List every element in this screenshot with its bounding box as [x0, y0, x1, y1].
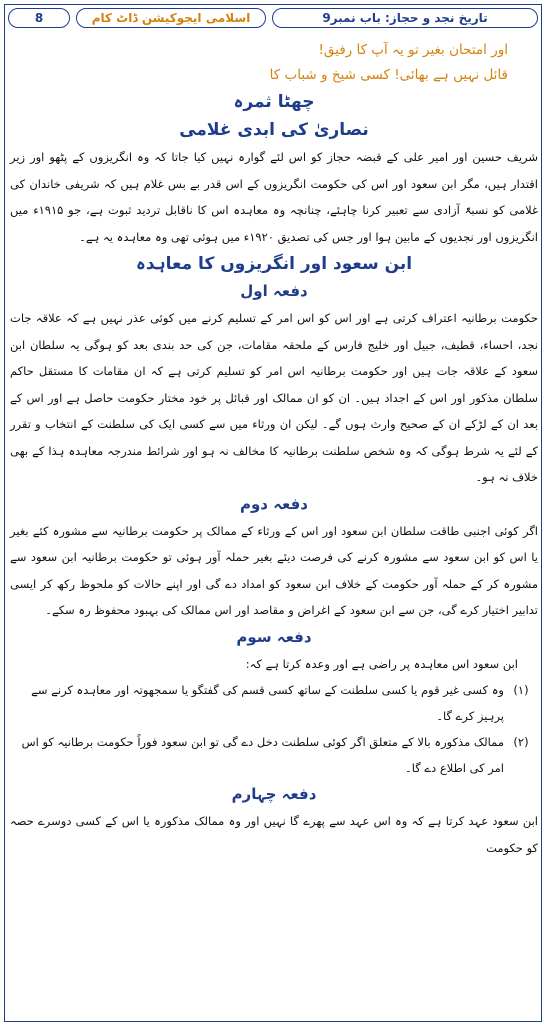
clause3-intro: ابن سعود اس معاہدہ پر راضی ہے اور وعدہ کرتا ہے کہ:	[245, 656, 518, 671]
site-name: اسلامی ایجوکیشن ڈاٹ کام	[76, 8, 266, 28]
clause4-paragraph: ابن سعود عہد کرتا ہے کہ وہ اس عہد سے پھرے گا نہیں اور وہ ممالک مذکورہ یا اس کے کسی دوسرے حصہ کو حکومت	[10, 814, 538, 855]
list-item	[10, 729, 538, 781]
page-header	[8, 8, 540, 30]
chapter-title: تاریخ نجد و حجاز: باب نمبر9	[272, 8, 538, 28]
treaty-heading: ابن سعود اور انگریزوں کا معاہدہ	[135, 254, 413, 274]
list-item-number: (۱)	[513, 683, 529, 697]
verse-line: اور امتحان بغیر تو یہ آپ کا رفیق!	[318, 42, 508, 58]
clause1-heading: دفعہ اول	[240, 282, 308, 300]
clause2-paragraph: اگر کوئی اجنبی طاقت سلطان ابن سعود اور اس کے ورثاء کے ممالک پر حکومت برطانیہ سے مشورہ کئے بغیر یا اس کو ابن سعود سے مشورہ کرنے کی فرصت دیئے بغیر حملہ آور ہوئی تو حکومت برطانیہ ابن سعود سے مشورہ کر کے حملہ آور حکومت کے خلاف ابن سعود کو امداد دے گی اور اپنے حالات کو ملحوظ رکھ کر ایسی تدابیر اختیار کرے گی، جن سے ابن سعود کے اغراض و مقاصد اور اس ممالک کی بہبود محفوظ رہ سکے۔	[10, 523, 538, 617]
page-content	[10, 38, 538, 861]
section-heading: چھٹا ثمرہ	[233, 92, 315, 112]
clause1-paragraph: حکومت برطانیہ اعتراف کرتی ہے اور اس کو اس امر کے تسلیم کرنے میں کوئی عذر نہیں ہے کہ علاقہ جات نجد، احساء، قطیف، جبیل اور خلیج فارس کے ملحقہ مقامات، جن کی حد بندی بعد کو ہوگی یہ سلطان ابن سعود کے علاقہ جات ہیں اور حکومت برطانیہ اس امر کو تسلیم کرتی ہے کہ ان مقامات کا مستقل حاکم سلطان مذکور اور اس کے اجداد ہیں۔ ان کو ان ممالک اور قبائل پر خود مختار حکومت حاصل ہے اور اس کے بعد ان کے لڑکے ان کے صحیح وارث ہوں گے۔ لیکن ان ورثاء میں سے کسی ایک کی سلطنت کے انتخاب و تقرر کے لئے یہ شرط ہوگی کہ وہ شخص سلطنت برطانیہ کا مخالف نہ ہو اور شرائط مندرجہ معاہدہ ہذا کے بھی خلاف نہ ہو۔	[10, 311, 538, 484]
verse-line: قائل نہیں ہے بھائی! کسی شیخ و شباب کا	[269, 67, 508, 83]
clause4-heading: دفعہ چہارم	[231, 785, 317, 803]
list-item-number: (۲)	[513, 735, 529, 749]
page-number: 8	[8, 8, 70, 28]
list-item-text: ممالک مذکورہ بالا کے متعلق اگر کوئی سلطنت دخل دے گی تو ابن سعود فوراً حکومت برطانیہ کو اس امر کی اطلاع دے گا۔	[21, 735, 504, 775]
section-subheading: نصاریٰ کی ابدی غلامی	[179, 120, 369, 140]
list-item-text: وہ کسی غیر قوم یا کسی سلطنت کے ساتھ کسی قسم کی گفتگو یا سمجھوتہ اور معاہدہ کرنے سے پرہیز کرے گا۔	[31, 683, 504, 723]
list-item	[10, 677, 538, 729]
clause3-heading: دفعہ سوم	[236, 627, 312, 646]
intro-paragraph: شریف حسین اور امیر علی کے قبضہ حجاز کو اس لئے گوارہ نہیں کیا جاتا کہ وہ انگریزوں کے پٹھو اور زیر اقتدار ہیں، مگر ابن سعود اور اس کی حکومت انگریزوں کے اس قدر بے بس غلام ہیں کہ شریفی خاندان کی غلامی کو نسبۃً آزادی سے تعبیر کرنا چاہئے، چنانچہ وہ معاہدہ اس کا ناقابل تردید ثبوت ہے، جو ۱۹۱۵ء میں انگریزوں اور نجدیوں کے مابین ہوا اور جس کی تصدیق ۱۹۲۰ء میں ہوئی تھی وہ معاہدہ یہ ہے۔	[10, 150, 538, 244]
clause2-heading: دفعہ دوم	[239, 494, 308, 513]
